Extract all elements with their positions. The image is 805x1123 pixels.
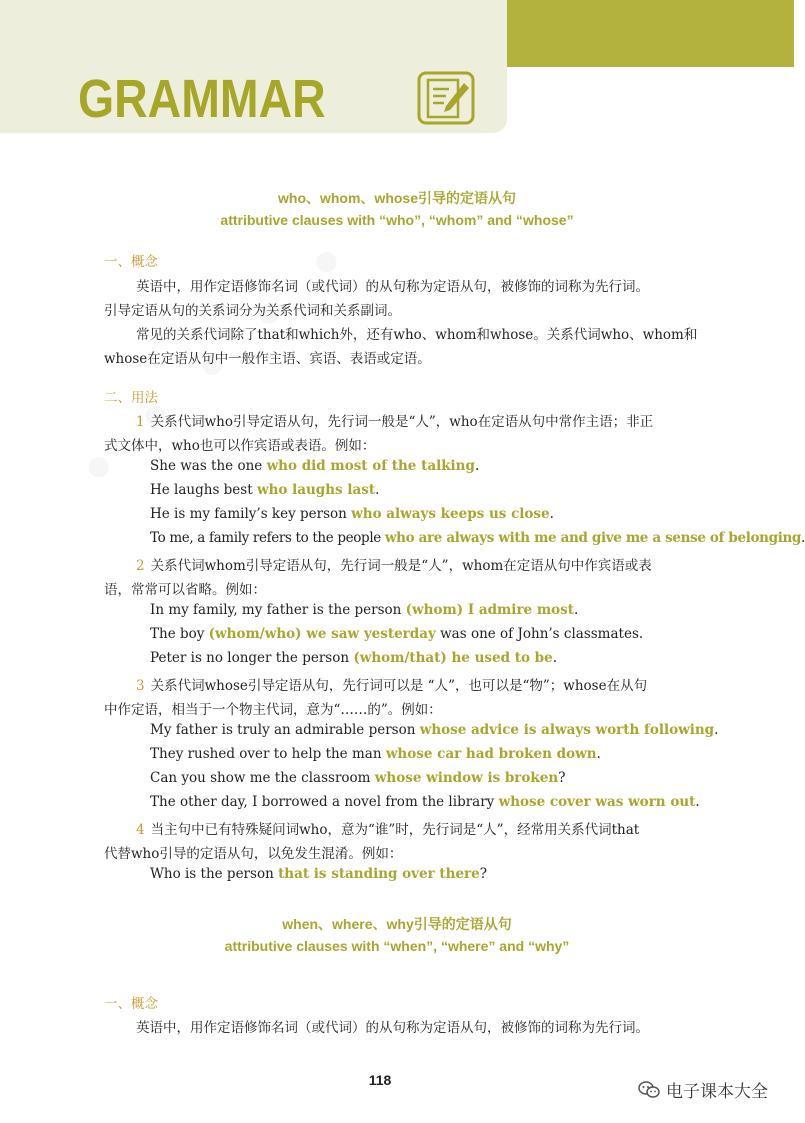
paragraph-line: 引导定语从句的关系词分为关系代词和关系副词。	[104, 303, 401, 319]
section-title-cn: when、where、why引导的定语从句	[282, 916, 512, 932]
point-number: 1	[136, 414, 145, 430]
example-sentence: He laughs best who laughs last.	[150, 482, 380, 498]
paragraph-line: 语，常常可以省略。例如：	[104, 582, 266, 598]
heading-concept: 一、概念	[104, 254, 158, 270]
example-sentence: To me, a family refers to the people who are always with me and give me a sense of belonging.	[150, 530, 805, 546]
heading-usage: 二、用法	[104, 390, 158, 406]
section-title-en: attributive clauses with “who”, “whom” and “whose”	[220, 212, 574, 228]
example-sentence: Who is the person that is standing over there?	[150, 866, 487, 882]
heading-concept: 一、概念	[104, 996, 158, 1012]
paragraph-line: 英语中，用作定语修饰名词（或代词）的从句称为定语从句，被修饰的词称为先行词。	[136, 1020, 649, 1036]
section-title-cn: who、whom、whose引导的定语从句	[278, 190, 516, 206]
point-number: 3	[136, 678, 145, 694]
wechat-badge	[638, 1077, 768, 1102]
paragraph-line: 英语中，用作定语修饰名词（或代词）的从句称为定语从句，被修饰的词称为先行词。	[136, 279, 649, 295]
page-title: GRAMMAR	[78, 69, 326, 129]
paragraph-line: whose在定语从句中一般作主语、宾语、表语或定语。	[104, 351, 431, 367]
point-number: 2	[136, 558, 145, 574]
point-number: 4	[136, 822, 145, 838]
example-sentence: Peter is no longer the person (whom/that) he used to be.	[150, 650, 558, 666]
section-title-en: attributive clauses with “when”, “where” and “why”	[224, 938, 570, 954]
usage-point-1: 1 关系代词who引导定语从句，先行词一般是“人”，who在定语从句中常作主语；非正	[136, 414, 654, 430]
example-sentence: He is my family’s key person who always keeps us close.	[150, 506, 554, 522]
example-sentence: Can you show me the classroom whose window is broken?	[150, 770, 566, 786]
paragraph-line: 常见的关系代词除了that和which外，还有who、whom和whose。关系代词who、whom和	[136, 327, 698, 343]
paragraph-line: 中作定语，相当于一个物主代词，意为“……的”。例如：	[104, 702, 442, 718]
usage-point-3: 3 关系代词whose引导定语从句，先行词可以是 “人”，也可以是“物”；whose在从句	[136, 678, 648, 694]
usage-point-4: 4 当主句中已有特殊疑问词who，意为“谁”时，先行词是“人”，经常用关系代词that	[136, 822, 640, 838]
example-sentence: They rushed over to help the man whose car had broken down.	[150, 746, 601, 762]
header-accent-block	[507, 0, 794, 67]
example-sentence: She was the one who did most of the talking.	[150, 458, 480, 474]
page-number: 118	[368, 1072, 392, 1088]
example-sentence: The other day, I borrowed a novel from the library whose cover was worn out.	[150, 794, 700, 810]
paragraph-line: 式文体中，who也可以作宾语或表语。例如：	[104, 438, 376, 454]
usage-point-2: 2 关系代词whom引导定语从句，先行词一般是“人”，whom在定语从句中作宾语或表	[136, 558, 652, 574]
example-sentence: The boy (whom/who) we saw yesterday was one of John’s classmates.	[150, 626, 644, 642]
note-pencil-icon	[416, 70, 476, 126]
example-sentence: In my family, my father is the person (whom) I admire most.	[150, 602, 579, 618]
example-sentence: My father is truly an admirable person whose advice is always worth following.	[150, 722, 719, 738]
wechat-icon	[638, 1080, 660, 1100]
paragraph-line: 代替who引导的定语从句，以免发生混淆。例如：	[104, 846, 403, 862]
wechat-name: 电子课本大全	[666, 1082, 768, 1102]
